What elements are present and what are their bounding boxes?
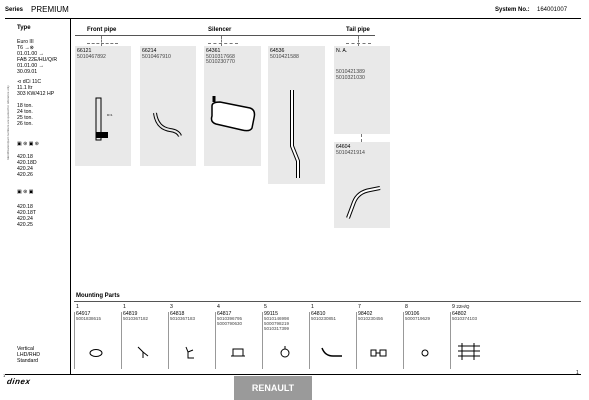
part-oe: 5010421389	[336, 69, 365, 75]
type-line: 01.01.00 →	[17, 63, 44, 69]
front-pipe-icon	[93, 96, 123, 146]
ton-line: 18 ton.	[17, 103, 33, 109]
left-page-mark: 1	[3, 373, 6, 378]
header-rule	[5, 18, 581, 19]
mount-id: 90106	[405, 311, 420, 317]
type-line: FAB 22E/HU/Q/R	[17, 57, 58, 63]
rubber-mount-icon	[368, 346, 390, 360]
mount-oe: 5010396795	[217, 316, 243, 321]
mount-oe: 5010374103	[452, 316, 478, 321]
mount-divider	[309, 312, 310, 369]
mount-item[interactable]	[450, 304, 510, 369]
model-line: 420.26	[17, 172, 33, 178]
part-oe: 5010421914	[336, 150, 365, 156]
type-line: 01.01.00 →	[17, 51, 44, 57]
series-value: PREMIUM	[31, 5, 69, 14]
mount-item[interactable]	[403, 304, 447, 369]
type-line: Euro III	[17, 39, 34, 45]
mount-qty: 3	[170, 304, 173, 310]
hanger-icon	[276, 346, 294, 360]
part-card-66121[interactable]	[75, 46, 131, 166]
type-line: T6 →⊗	[17, 45, 35, 51]
column-silencer: Silencer	[208, 27, 232, 33]
vehicle-icons: ▣ ⊛ ▣	[17, 189, 34, 195]
mount-item[interactable]	[309, 304, 353, 369]
type-line: 30.09.01	[17, 69, 38, 75]
part-oe: 5010467892	[77, 54, 106, 60]
mount-qty: 9	[452, 304, 455, 310]
vehicle-icons: ▣ ⊛ ▣ ⊛	[17, 141, 39, 147]
part-card-na[interactable]	[334, 46, 390, 134]
bottom-line: LHD/RHD	[17, 352, 41, 358]
dinex-logo: dinex	[6, 377, 32, 386]
mount-id: 64818	[170, 311, 185, 317]
bracket-set-icon	[456, 340, 484, 362]
strap-icon	[319, 344, 345, 360]
mount-id: 64817	[217, 311, 232, 317]
mount-id: 99115	[264, 311, 279, 317]
system-label: System No.:	[495, 7, 530, 13]
ton-line: 25 ton.	[17, 115, 33, 121]
displacement-line: 11.1 ltr	[17, 85, 33, 91]
mount-qty: 8	[405, 304, 408, 310]
column-rule	[75, 35, 375, 36]
mount-clip-icon	[229, 346, 247, 360]
model-line: 420.25	[17, 222, 33, 228]
system-value: 164001007	[537, 7, 568, 13]
mount-id: 64810	[311, 311, 326, 317]
connector	[346, 43, 371, 44]
mount-oe: 5000719629	[405, 316, 431, 321]
nut-icon	[417, 348, 433, 358]
mount-divider	[403, 312, 404, 369]
mount-qty: 1	[311, 304, 314, 310]
bottom-line: Vertical	[17, 346, 35, 352]
mounting-grid	[74, 304, 581, 369]
mount-divider	[450, 312, 451, 369]
make-label: RENAULT	[251, 383, 295, 393]
make-badge	[234, 376, 312, 400]
connector	[208, 43, 238, 44]
mount-divider	[356, 312, 357, 369]
mount-qty-wrap	[452, 304, 469, 310]
engine-info	[17, 79, 54, 97]
mount-qty: 1	[123, 304, 126, 310]
svg-text:D=1: D=1	[107, 113, 113, 117]
gasket-icon	[88, 348, 104, 358]
part-card-64604[interactable]	[334, 142, 390, 228]
mounting-title: Mounting Parts	[76, 293, 120, 299]
mount-oe: 5010146998	[264, 316, 290, 321]
connector	[101, 36, 102, 46]
mount-qty: 7	[358, 304, 361, 310]
tail-pipe-icon	[284, 86, 310, 182]
model-line: 420.18	[17, 204, 33, 210]
bracket-icon	[182, 344, 198, 360]
mount-divider	[168, 312, 169, 369]
mount-divider	[74, 312, 75, 369]
model-line: 420.24	[17, 166, 33, 172]
mount-oe: 5010230851	[311, 316, 337, 321]
part-id: 64604	[336, 144, 351, 150]
part-oe: 5010230770	[206, 59, 235, 65]
mount-qty: 4	[217, 304, 220, 310]
mount-qty: 5	[264, 304, 267, 310]
part-id: 64536	[270, 48, 285, 54]
footer-rule	[5, 374, 581, 375]
type-lines-1	[17, 39, 57, 75]
models-list-1	[17, 154, 37, 178]
part-oe: 5010317668	[206, 54, 235, 60]
part-oe: 5010467910	[142, 54, 171, 60]
engine-line: ⊲ dCi 11C	[17, 79, 42, 85]
mount-divider	[121, 312, 122, 369]
ton-line: 26 ton.	[17, 121, 33, 127]
part-oe: 5010421588	[270, 54, 299, 60]
mount-oe: 5000798219	[264, 321, 290, 326]
power-line: 303 KW/412 HP	[17, 91, 55, 97]
mount-item[interactable]	[356, 304, 400, 369]
connector	[361, 134, 362, 142]
model-line: 420.24	[17, 216, 33, 222]
models-list-2	[17, 204, 36, 228]
mount-oe: 5010230456	[358, 316, 384, 321]
type-label: Type	[17, 25, 31, 31]
part-id: 64361	[206, 48, 221, 54]
side-vertical-text: Identification/part numbers are quoted for reference only	[6, 85, 10, 160]
column-front-pipe: Front pipe	[87, 27, 117, 33]
part-card-64361[interactable]	[204, 46, 261, 166]
part-card-64536[interactable]	[268, 46, 325, 184]
part-id: 66214	[142, 48, 157, 54]
tons-list	[17, 103, 33, 127]
mount-oe: 5010317399	[264, 326, 290, 331]
bottom-info	[17, 346, 40, 364]
mount-oe: 5000790630	[217, 321, 243, 326]
bent-pipe-icon	[152, 108, 184, 140]
mount-qty: 1	[76, 304, 79, 310]
mount-divider	[215, 312, 216, 369]
mount-item[interactable]	[262, 304, 306, 369]
connector	[87, 43, 118, 44]
clamp-icon	[135, 344, 151, 360]
mount-id: 64917	[76, 311, 91, 317]
ton-line: 24 ton.	[17, 109, 33, 115]
mount-id: 98402	[358, 311, 373, 317]
mount-divider	[262, 312, 263, 369]
model-line: 420.18D	[17, 160, 37, 166]
series-label: Series	[5, 7, 24, 13]
mount-oe: 5010367182	[123, 316, 149, 321]
mount-qty-note: 22H/Q	[456, 304, 470, 309]
silencer-icon	[208, 96, 258, 136]
tail-bend-icon	[344, 182, 384, 222]
column-tail-pipe: Tail pipe	[346, 27, 370, 33]
model-line: 420.18	[17, 154, 33, 160]
connector	[221, 36, 222, 46]
part-oe: 5010321030	[336, 75, 365, 81]
part-card-66214[interactable]	[140, 46, 196, 166]
mounting-rule	[74, 301, 581, 302]
page-number: 1	[576, 370, 579, 376]
mount-oe: 5001838615	[76, 316, 102, 321]
mount-id: 64802	[452, 311, 467, 317]
model-line: 420.18T	[17, 210, 37, 216]
mount-item[interactable]	[74, 304, 118, 369]
bottom-line: Standard	[17, 358, 39, 364]
mount-item[interactable]	[168, 304, 212, 369]
mount-oe: 5010367183	[170, 316, 196, 321]
connector	[358, 36, 359, 46]
mount-item[interactable]	[215, 304, 259, 369]
part-id: N. A.	[336, 48, 348, 54]
sidebar-divider	[70, 19, 71, 375]
part-id: 66121	[77, 48, 92, 54]
mount-item[interactable]	[121, 304, 165, 369]
mount-id: 64819	[123, 311, 138, 317]
